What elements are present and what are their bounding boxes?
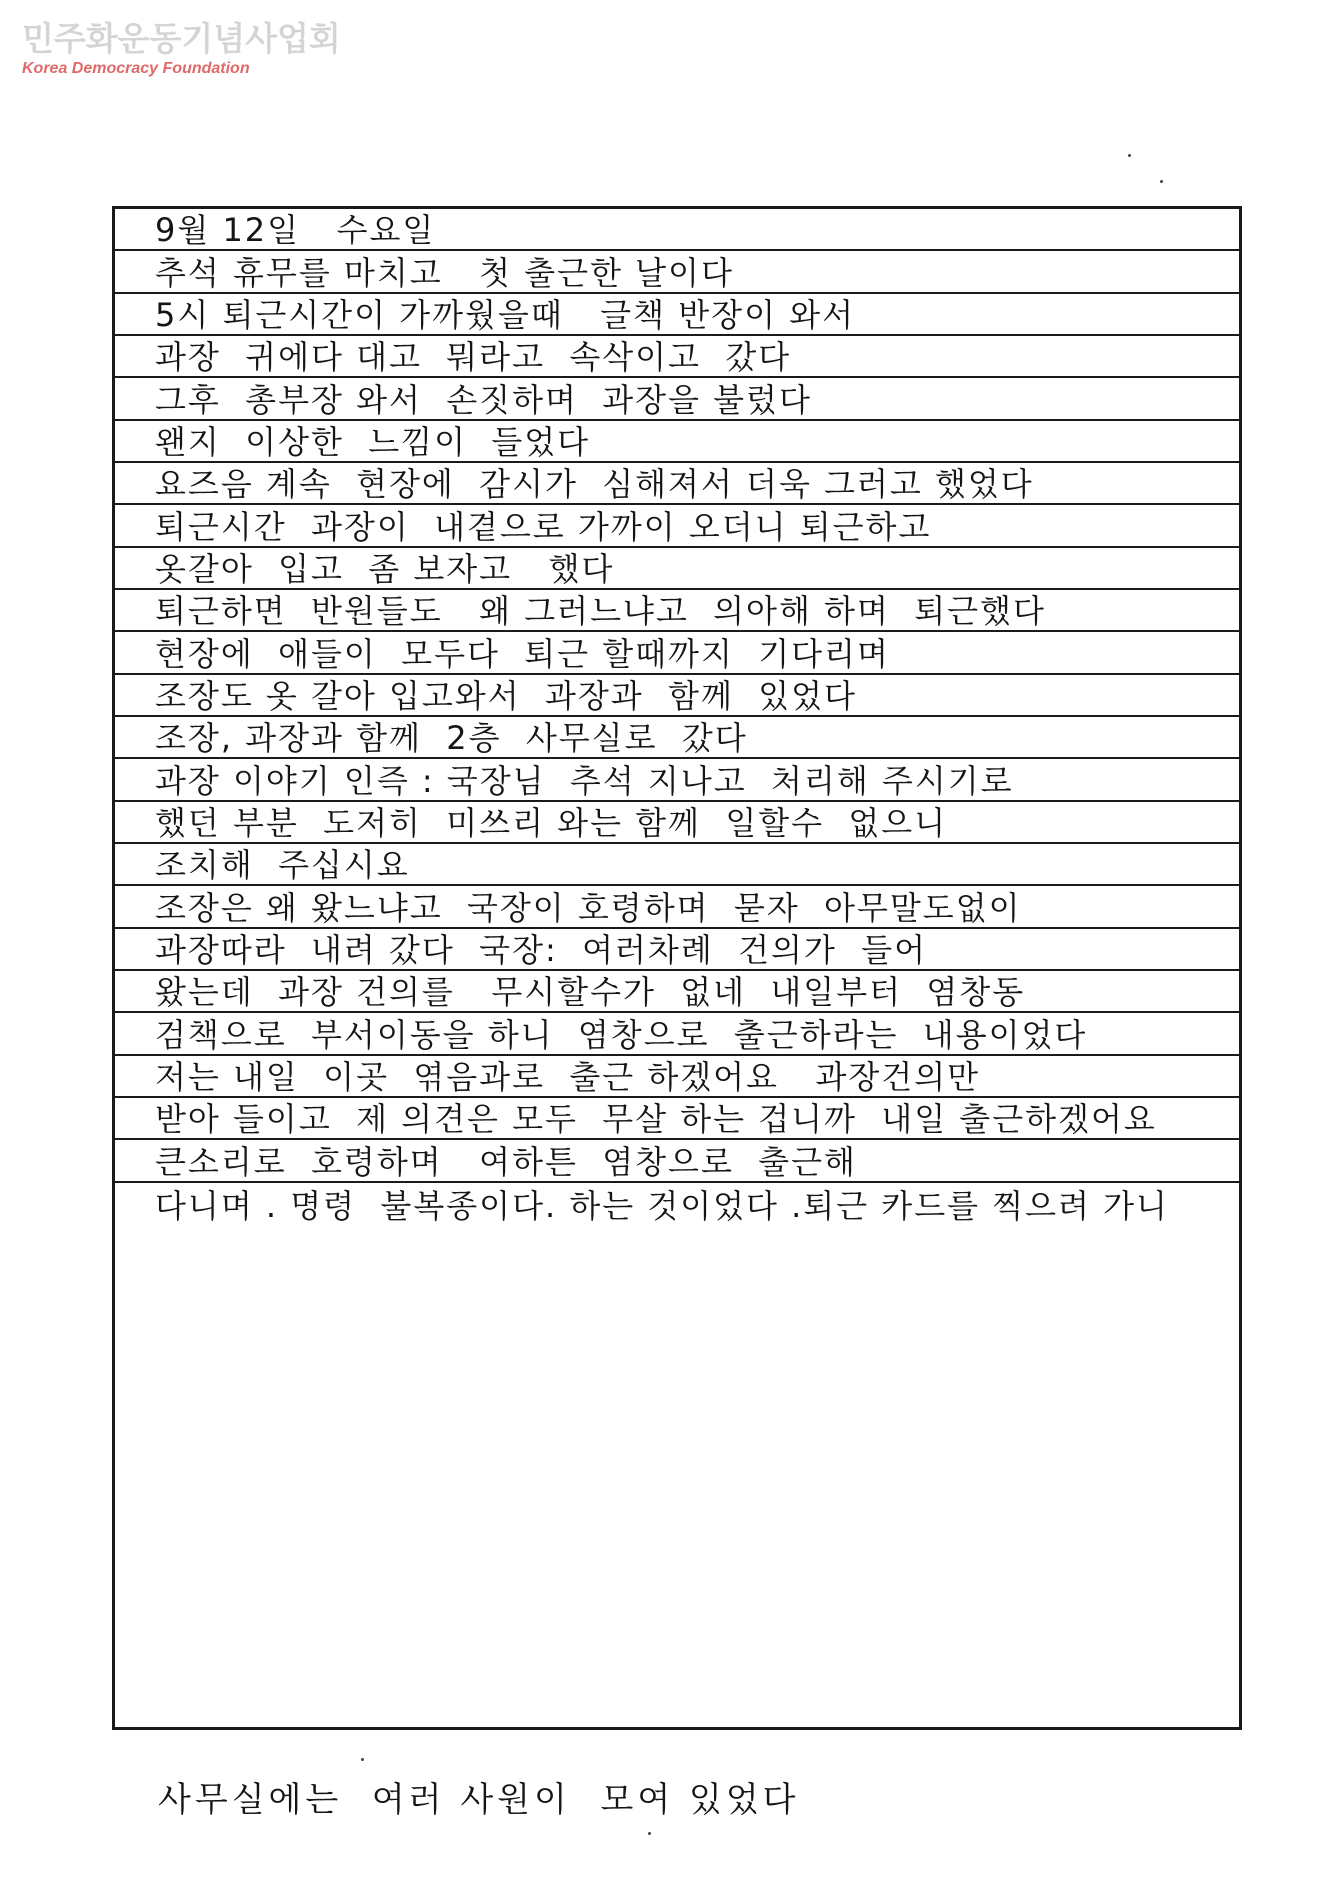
diary-line-text: 퇴근하면 반원들도 왜 그러느냐고 의아해 하며 퇴근했다 <box>155 592 1046 631</box>
foundation-watermark <box>22 19 341 77</box>
diary-line-text: 했던 부분 도저히 미쓰리 와는 함께 일할수 없으니 <box>155 803 948 842</box>
diary-line <box>115 590 1239 632</box>
diary-line <box>115 971 1239 1013</box>
diary-line-text: 왔는데 과장 건의를 무시할수가 없네 내일부터 염창동 <box>155 973 1026 1012</box>
diary-line <box>115 929 1239 971</box>
scan-speck <box>361 1758 364 1761</box>
diary-line-text: 조장도 옷 갈아 입고와서 과장과 함께 있었다 <box>155 676 857 715</box>
ruled-diary-page <box>112 206 1242 1730</box>
diary-line <box>115 717 1239 759</box>
diary-line-text: 과장 귀에다 대고 뭐라고 속삭이고 갔다 <box>155 338 792 377</box>
diary-line <box>115 759 1239 801</box>
diary-line-text: 현장에 애들이 모두다 퇴근 할때까지 기다리며 <box>155 634 890 673</box>
diary-line-text: 그후 총부장 와서 손짓하며 과장을 불렀다 <box>155 380 812 419</box>
diary-line-text: 과장따라 내려 갔다 국장: 여러차례 건의가 들어 <box>155 930 928 969</box>
diary-line-text: 옷갈아 입고 좀 보자고 했다 <box>155 549 615 588</box>
diary-line-text: 조치해 주십시요 <box>155 846 410 885</box>
diary-line <box>115 802 1239 844</box>
diary-line <box>115 675 1239 717</box>
diary-line <box>115 632 1239 674</box>
watermark-english: Korea Democracy Foundation <box>22 60 250 77</box>
diary-line-text: 큰소리로 호령하며 여하튼 염창으로 출근해 <box>155 1142 857 1181</box>
diary-line <box>115 886 1239 928</box>
diary-line <box>115 336 1239 378</box>
diary-line-text: 조장, 과장과 함께 2층 사무실로 갔다 <box>155 719 748 758</box>
diary-line-text: 5시 퇴근시간이 가까웠을때 글책 반장이 와서 <box>155 295 855 334</box>
scan-speck <box>1160 180 1163 183</box>
diary-line <box>115 505 1239 547</box>
diary-line-text: 검책으로 부서이동을 하니 염창으로 출근하라는 내용이었다 <box>155 1015 1088 1054</box>
diary-line-text: 저는 내일 이곳 엮음과로 출근 하겠어요 과장건의만 <box>155 1057 981 1096</box>
diary-line <box>115 421 1239 463</box>
diary-line <box>115 844 1239 886</box>
diary-line <box>115 209 1239 251</box>
diary-line-text: 왠지 이상한 느낌이 들었다 <box>155 422 591 461</box>
diary-line-text: 요즈음 계속 현장에 감시가 심해져서 더욱 그러고 했었다 <box>155 465 1034 504</box>
diary-line-text: 퇴근시간 과장이 내곁으로 가까이 오더니 퇴근하고 <box>155 507 932 546</box>
diary-line-text: 추석 휴무를 마치고 첫 출근한 날이다 <box>155 253 734 292</box>
diary-line-text: 받아 들이고 제 의견은 모두 무살 하는 겁니까 내일 출근하겠어요 <box>155 1100 1157 1139</box>
diary-line <box>115 463 1239 505</box>
watermark-korean: 민주화운동기념사업회 <box>22 19 341 58</box>
diary-line <box>115 1098 1239 1140</box>
diary-line <box>115 1056 1239 1098</box>
diary-line <box>115 378 1239 420</box>
diary-line-text: 다니며 . 명령 불복종이다. 하는 것이었다 .퇴근 카드를 찍으려 가니 <box>155 1186 1169 1225</box>
diary-line-text: 9월 12일 수요일 <box>155 211 436 250</box>
diary-line <box>115 1140 1239 1182</box>
diary-line-text: 과장 이야기 인즉 : 국장님 추석 지나고 처리해 주시기로 <box>155 761 1014 800</box>
diary-line <box>115 548 1239 590</box>
diary-line <box>115 1013 1239 1055</box>
scan-speck <box>1128 154 1131 157</box>
overflow-line: 사무실에는 여러 사원이 모여 있었다 <box>158 1780 800 1820</box>
diary-line <box>115 294 1239 336</box>
diary-line <box>115 1183 1239 1225</box>
scan-speck <box>648 1832 651 1835</box>
diary-line-text: 조장은 왜 왔느냐고 국장이 호령하며 묻자 아무말도없이 <box>155 888 1022 927</box>
diary-line <box>115 251 1239 293</box>
